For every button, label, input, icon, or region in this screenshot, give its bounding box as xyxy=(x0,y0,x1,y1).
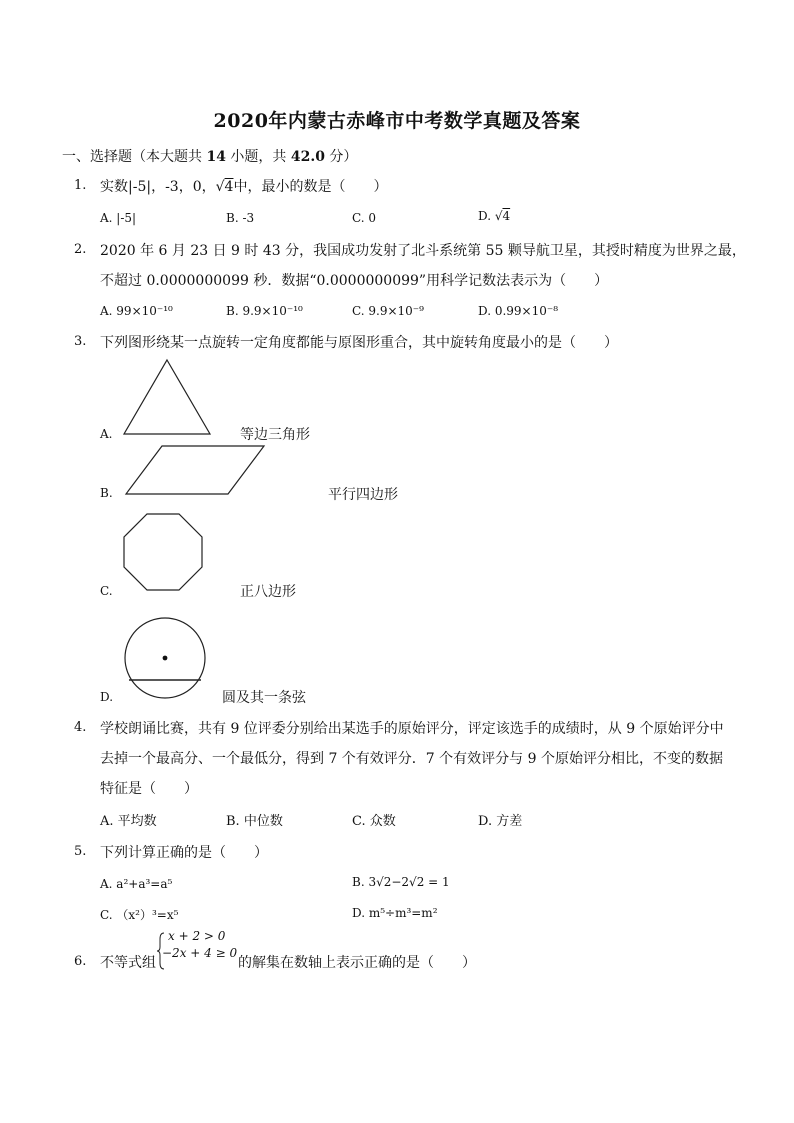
question-2-line-1: 2020 年 6 月 23 日 9 时 43 分，我国成功发射了北斗系统第 55 颗导航卫星，其授时精度为世界之最， xyxy=(100,243,746,259)
question-number: 2. xyxy=(74,242,87,257)
option-a: A. 99×10⁻¹⁰ xyxy=(100,304,173,318)
option-d xyxy=(478,209,510,223)
option-c: C. 众数 xyxy=(352,814,396,829)
regular-octagon-figure xyxy=(120,510,206,594)
section-suffix: 分） xyxy=(324,149,358,165)
circle-with-chord-figure xyxy=(120,614,212,706)
option-letter: D. xyxy=(478,209,495,223)
question-5-stem: 下列计算正确的是（ ） xyxy=(100,845,268,861)
option-c: C. 0 xyxy=(352,211,377,225)
option-a: A. |-5| xyxy=(100,211,137,225)
option-a: A. a²+a³=a⁵ xyxy=(100,877,173,891)
option-a-label: 等边三角形 xyxy=(240,427,310,443)
option-a: A. 平均数 xyxy=(100,814,157,829)
page-title: 2020年内蒙古赤峰市中考数学真题及答案 xyxy=(213,110,581,132)
radicand: 4 xyxy=(224,179,234,195)
option-c: C. （x²）³=x⁵ xyxy=(100,908,179,922)
option-b: B. 中位数 xyxy=(226,814,283,829)
option-b-label: 平行四边形 xyxy=(328,487,398,503)
stem-part: 中，最小的数是（ ） xyxy=(233,179,388,195)
section-mid: 小题，共 xyxy=(225,149,291,165)
question-number: 4. xyxy=(74,720,87,735)
question-4-line-3: 特征是（ ） xyxy=(100,781,198,797)
question-number: 6. xyxy=(74,954,87,969)
question-6-stem-end: 的解集在数轴上表示正确的是（ ） xyxy=(238,955,476,971)
total-score: 42.0 xyxy=(290,149,325,165)
radicand: 4 xyxy=(502,209,511,223)
option-a-letter: A. xyxy=(100,427,113,441)
option-d-letter: D. xyxy=(100,690,114,704)
option-b: B. 3√2−2√2 = 1 xyxy=(352,875,450,889)
question-number: 1. xyxy=(74,178,87,193)
option-b: B. -3 xyxy=(226,211,255,225)
question-number: 5. xyxy=(74,844,87,859)
option-c-letter: C. xyxy=(100,584,113,598)
question-3-stem: 下列图形绕某一点旋转一定角度都能与原图形重合，其中旋转角度最小的是（ ） xyxy=(100,335,618,351)
sqrt-expression: √4 xyxy=(494,209,511,223)
equilateral-triangle-figure xyxy=(120,356,216,438)
option-c: C. 9.9×10⁻⁹ xyxy=(352,304,424,318)
question-1-stem xyxy=(100,176,387,196)
option-d: D. m⁵÷m³=m² xyxy=(352,906,438,920)
question-number: 3. xyxy=(74,334,87,349)
option-d: D. 方差 xyxy=(478,814,523,829)
option-c-label: 正八边形 xyxy=(240,584,296,600)
sqrt-expression: √4 xyxy=(215,179,234,195)
question-2-line-2: 不超过 0.0000000099 秒．数据“0.0000000099”用科学记数法表示为（ ） xyxy=(100,273,609,289)
inequality-line-1: x + 2 > 0 xyxy=(168,929,226,943)
question-count: 14 xyxy=(206,149,226,165)
question-6-stem-start: 不等式组 xyxy=(100,955,156,971)
section-heading xyxy=(62,146,357,166)
option-d: D. 0.99×10⁻⁸ xyxy=(478,304,559,318)
section-prefix: 一、选择题（本大题共 xyxy=(62,149,207,165)
question-4-line-1: 学校朗诵比赛，共有 9 位评委分别给出某选手的原始评分，评定该选手的成绩时，从 9 个原始评分中 xyxy=(100,721,724,737)
option-d-label: 圆及其一条弦 xyxy=(222,690,306,706)
stem-part: 实数|-5|，-3，0， xyxy=(100,179,216,195)
option-b: B. 9.9×10⁻¹⁰ xyxy=(226,304,303,318)
question-4-line-2: 去掉一个最高分、一个最低分，得到 7 个有效评分．7 个有效评分与 9 个原始评分相比，不变的数据 xyxy=(100,751,723,767)
inequality-line-2: −2x + 4 ≥ 0 xyxy=(162,946,238,960)
parallelogram-figure xyxy=(120,441,270,499)
option-b-letter: B. xyxy=(100,486,113,500)
